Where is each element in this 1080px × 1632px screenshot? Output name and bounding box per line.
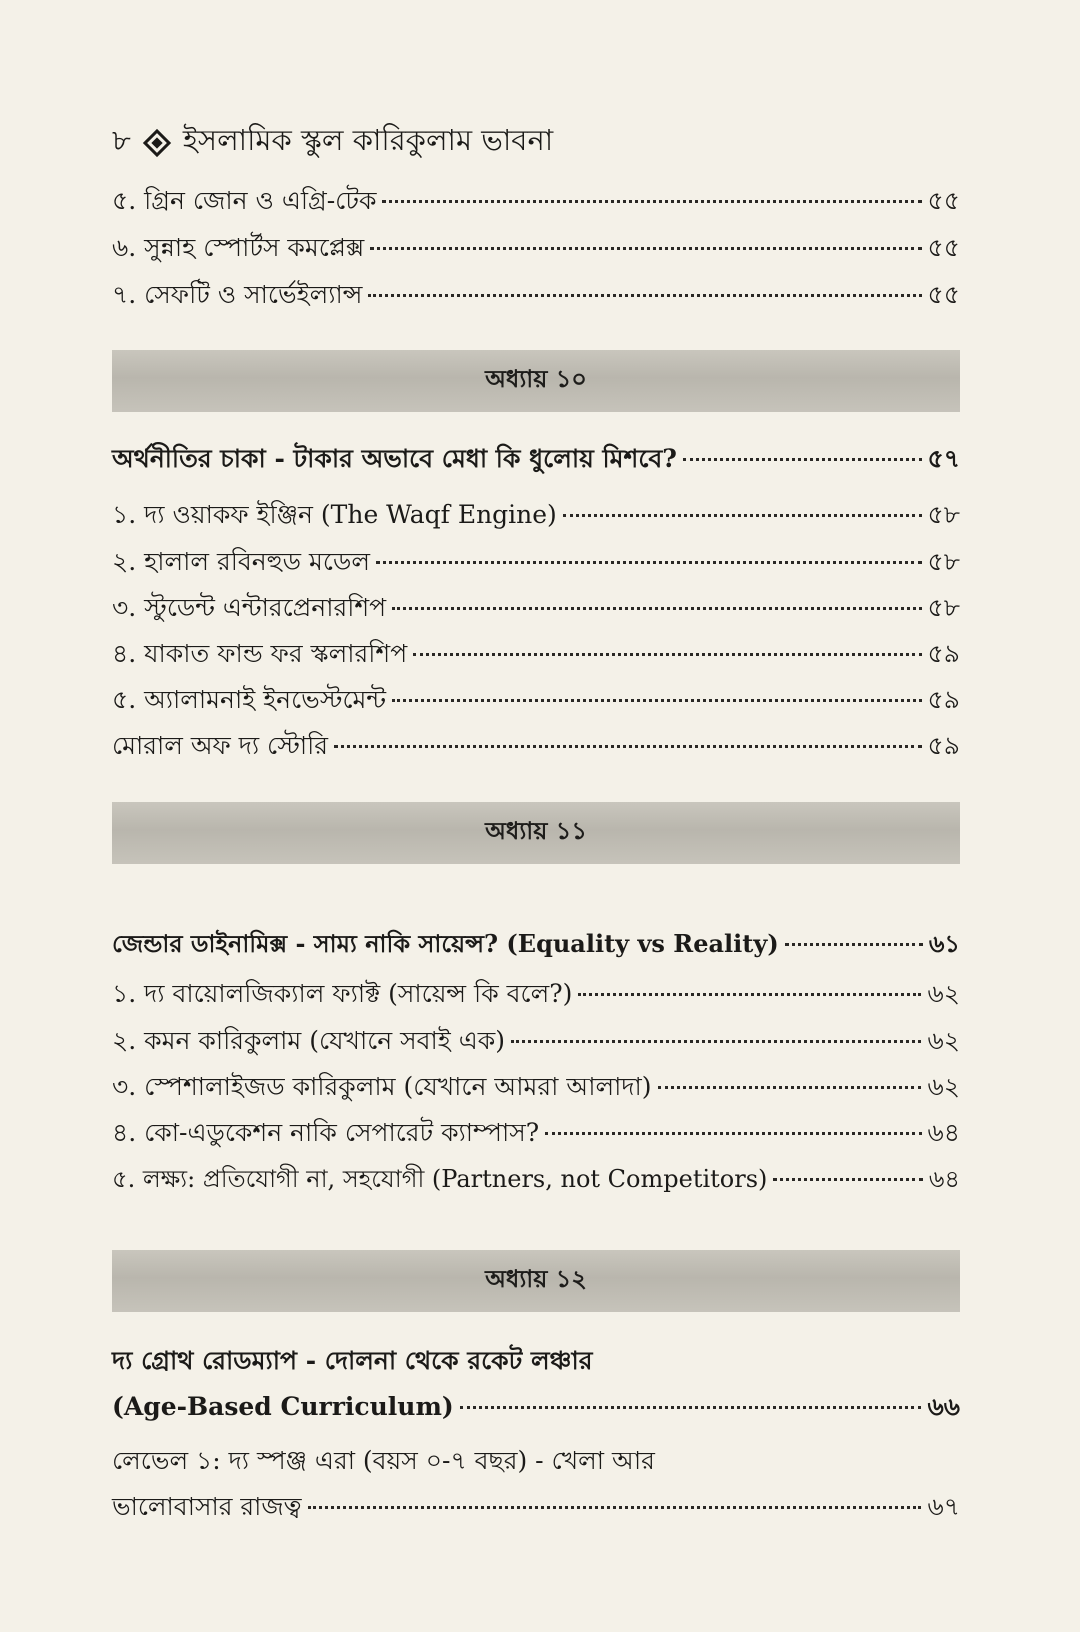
toc-entry-line-2: ভালোবাসার রাজত্ব ৬৭ (112, 1492, 960, 1521)
toc-entry: ২. কমন কারিকুলাম (যেখানে সবাই এক) ৬২ (112, 1026, 960, 1055)
chapter-title-line-1: দ্য গ্রোথ রোডম্যাপ - দোলনা থেকে রকেট লঞ্চার (112, 1346, 593, 1375)
toc-entry: ১. দ্য বায়োলজিক্যাল ফ্যাক্ট (সায়েন্স কি বলে?) ৬২ (112, 979, 960, 1008)
toc-entry: মোরাল অফ দ্য স্টোরি ৫৯ (112, 731, 960, 760)
book-title: ইসলামিক স্কুল কারিকুলাম ভাবনা (182, 123, 554, 157)
toc-entry: ৪. যাকাত ফান্ড ফর স্কলারশিপ ৫৯ (112, 639, 960, 668)
toc-entry: ৫. অ্যালামনাই ইনভেস্টমেন্ট ৫৯ (112, 685, 960, 714)
toc-entry: ১. দ্য ওয়াকফ ইঞ্জিন (The Waqf Engine) ৫৮ (112, 500, 960, 529)
toc-entry: ৫. লক্ষ্য: প্রতিযোগী না, সহযোগী (Partners, not Competitors) ৬৪ (112, 1165, 960, 1193)
chapter-heading-11: অধ্যায় ১১ (112, 802, 960, 864)
toc-entry: ৫. গ্রিন জোন ও এগ্রি-টেক ৫৫ (112, 186, 960, 215)
toc-entry: ৬. সুন্নাহ স্পোর্টস কমপ্লেক্স ৫৫ (112, 233, 960, 262)
page-number: ৮ (112, 123, 131, 157)
toc-entry: ২. হালাল রবিনহুড মডেল ৫৮ (112, 547, 960, 576)
chapter-title: জেন্ডার ডাইনামিক্স - সাম্য নাকি সায়েন্স? (Equality vs Reality) ৬১ (112, 929, 960, 958)
toc-entry: ৪. কো-এডুকেশন নাকি সেপারেট ক্যাম্পাস? ৬৪ (112, 1118, 960, 1147)
running-head (112, 118, 553, 167)
chapter-title-line-2: (Age-Based Curriculum) ৬৬ (112, 1392, 960, 1421)
diamond-ornament-icon (143, 128, 171, 156)
chapter-heading-10: অধ্যায় ১০ (112, 350, 960, 412)
toc-entry-line-1: লেভেল ১: দ্য স্পঞ্জ এরা (বয়স ০-৭ বছর) - খেলা আর (112, 1446, 655, 1475)
chapter-heading-12: অধ্যায় ১২ (112, 1250, 960, 1312)
toc-entry: ৩. স্পেশালাইজড কারিকুলাম (যেখানে আমরা আলাদা) ৬২ (112, 1072, 960, 1101)
toc-entry: ৭. সেফটি ও সার্ভেইল্যান্স ৫৫ (112, 280, 960, 309)
chapter-title: অর্থনীতির চাকা - টাকার অভাবে মেধা কি ধুলোয় মিশবে? ৫৭ (112, 444, 960, 473)
toc-entry: ৩. স্টুডেন্ট এন্টারপ্রেনারশিপ ৫৮ (112, 593, 960, 622)
